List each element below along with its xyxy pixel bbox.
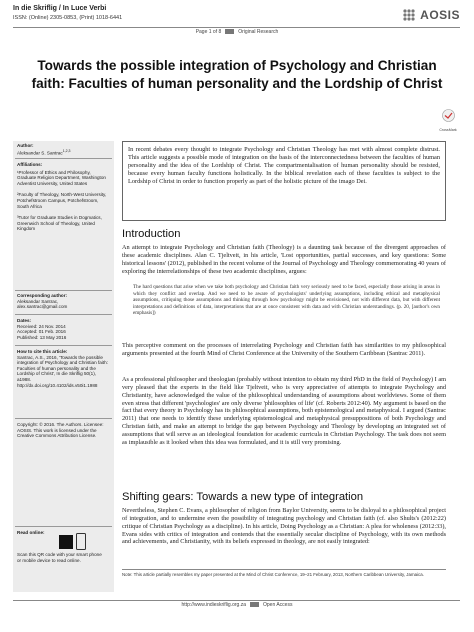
dates-label: Dates:: [17, 318, 32, 323]
sidebar-divider: [15, 290, 112, 291]
crossmark-badge[interactable]: [438, 109, 458, 132]
read-online-heading: Read online:: [17, 530, 45, 535]
author-sup: 1,2,3: [62, 148, 71, 153]
citation-block: [17, 349, 111, 388]
divider: [225, 29, 234, 34]
author-block: [17, 143, 111, 156]
aosis-logo-text: AOSIS: [420, 8, 460, 22]
sidebar-divider: [15, 158, 112, 159]
sidebar-divider: [15, 345, 112, 346]
affiliation-1: ¹Professor of Ethics and Philosophy, Graduate Religion Department, Washington Adventist University, United States: [17, 169, 106, 186]
footnote: Note: This article partially resembles my paper presented at the Mind of Christ Conference, 19–21 February, 2013, Northern Caribbean University, Jamaica.: [122, 569, 446, 577]
shifting-paragraph-1: Nevertheless, Stephen C. Evans, a philosopher of religion from Baylor University, seems to be disloyal to a philosophical project of integration, and to undermine even the possibility of integrating psychology and Christian faith (cf. also Shults's (2012:22) critique of Christian Psychology as a discipline). In his article, Doing Psychology as a Christian: A plea for wholeness (2012:33), Evans sides with critics of integration and contends that the essentially secular discipline of Psychology, with its own methods and achievements, and Christianity, with its beliefs expressed in theology, are not easily integrated:: [122, 507, 446, 546]
article-type: Original Research: [238, 29, 279, 35]
read-online-text: Scan this QR code with your smart phone or mobile device to read online.: [17, 552, 102, 563]
author-label: Author:: [17, 143, 34, 148]
author-name: Aleksandar S. Santrac: [17, 150, 63, 156]
dates-block: [17, 318, 111, 340]
cite-text: Santrac, A.S., 2016, 'Towards the possible integration of Psychology and Christian faith: Faculties of human personality and the Lordship of Christ', In die Skriflig 50(1), a1988. http://dx.doi.org/10.4102/ids.v50i1.1988: [17, 354, 108, 388]
issn: ISSN: (Online) 2305-0853, (Print) 1018-6441: [13, 15, 123, 21]
article-title: Towards the possible integration of Psychology and Christian faith: Faculties of human personality and the Lordship of Christ: [31, 58, 443, 91]
qr-code-icon[interactable]: [59, 535, 73, 549]
cite-label: How to cite this article:: [17, 349, 68, 354]
journal-url[interactable]: http://www.indieskriflig.org.za: [181, 602, 246, 608]
correspondence-label: Corresponding author:: [17, 293, 68, 298]
journal-name: In die Skriflig / In Luce Verbi: [13, 5, 107, 12]
intro-paragraph-2: This perceptive comment on the processes of interrelating Psychology and Christian faith has similarities to my philosophical arguments presented at the fourth Mind of Christ Conference at the University of the Southern Caribbean (Santrac 2011).: [122, 342, 446, 357]
affiliations-label: Affiliations:: [17, 162, 43, 167]
introduction-heading: Introduction: [122, 228, 181, 240]
correspondence-block: [17, 293, 111, 310]
page-label: Page 1 of 8: [195, 29, 222, 35]
page-info-bar: [0, 29, 474, 35]
affiliations-block: [17, 162, 111, 232]
accepted-date: Accepted: 01 Feb. 2016: [17, 329, 66, 335]
smartphone-icon: [76, 533, 86, 550]
footer-rule: [13, 600, 460, 601]
crossmark-label: CrossMark: [439, 128, 457, 132]
abstract-box: In recent debates every thought to integrate Psychology and Christian Theology has met with almost complete distrust. This article suggests a possible mode of integration on the basis of the interconnectedness between the faculties of human personality and the idea of the Lordship of Christ. The compartmentalisation of human personality should be resisted, because every human faculty functions holistically. In the biblical revelation each of these faculties is subject to the Lordship of Christ in order to function properly as part of the holistic picture of the imago Dei.: [122, 141, 446, 221]
intro-block-quote: The hard questions that arise when we take both psychology and Christian faith very seriously need to be faced, especially those arising in areas in which they conflict and overlap. And we need to be aware of psychologists' underlying assumptions, including ethical and metaphysical assumptions, critiquing those assumptions and thinking through how psychology might be envisioned, not with different data, but with different interpretations and definitions of data, interpretations that are at once consistent with data and with Christian understandings. (p. 20, [author's own emphasis]): [133, 284, 440, 316]
sidebar-divider: [15, 418, 112, 419]
sidebar-divider: [15, 526, 112, 527]
intro-paragraph-1: An attempt to integrate Psychology and Christian faith (Theology) is a daunting task because of the divergent approaches of these academic disciplines. Alan C. Tjeltveit, in his article, 'Lost opportunities, partial successes, and key questions: Some historical lessons' (2012), published in the recent volume of the Journal of Psychology and Theology commemorating 40 years of exploring the interrelationships of these two academic disciplines, argues:: [122, 244, 446, 275]
correspondence-email[interactable]: alex.santrac@gmail.com: [17, 304, 68, 310]
sidebar-divider: [15, 314, 112, 315]
correspondence-name: Aleksandar Santrac,: [17, 298, 59, 304]
published-date: Published: 13 May 2016: [17, 334, 67, 340]
aosis-logo-icon: [402, 8, 416, 22]
aosis-logo: [402, 6, 460, 24]
header-rule: [13, 27, 460, 28]
intro-paragraph-3: As a professional philosopher and theologian (probably without intention to obtain my third PhD in the field of Psychology) I am very pleased that the experts in the field like Tjeltveit, who is very appreciative of attempts to integrate Psychology and Christianity, have acknowledged the value of the philosophical understanding of assumptions about worldviews. Some of them even stress that different 'psychologies' are only diverse 'philosophies of life' (cf. Roberts 2012:40). My argument is based on the fact that every theory in Psychology has its philosophical assumptions, both epistemological and metaphysical. I argued (Santrac 2011) that one needs to identify these underlying epistemological and metaphysical presuppositions of both Psychology and Christian faith, and make an attempt to bridge the gap between Psychology and Theology by developing an integrated set of assumptions that will serve as an ideological foundation for academic curricula in Christian Psychology. The task does not seem as implausible as it looked when this idea was formulated, and it is still very promising.: [122, 376, 446, 446]
divider: [250, 602, 259, 607]
copyright-text: Copyright: © 2016. The Authors. Licensee: AOSIS. This work is licensed under the Creative Commons Attribution License.: [17, 422, 104, 439]
affiliation-3: ³Tutor for Graduate Studies in Dogmatics, Greenwich School of Theology, United Kingdom: [17, 215, 102, 232]
open-access-label: Open Access: [263, 602, 293, 608]
page-footer: [0, 602, 474, 608]
received-date: Received: 24 Nov. 2014: [17, 323, 66, 329]
crossmark-icon: [442, 109, 455, 122]
shifting-gears-heading: Shifting gears: Towards a new type of integration: [122, 491, 364, 503]
author-name-line: [17, 149, 111, 156]
affiliation-2: ²Faculty of Theology, North-West University, Potchefstroom Campus, Potchefstroom, South Africa: [17, 192, 107, 209]
